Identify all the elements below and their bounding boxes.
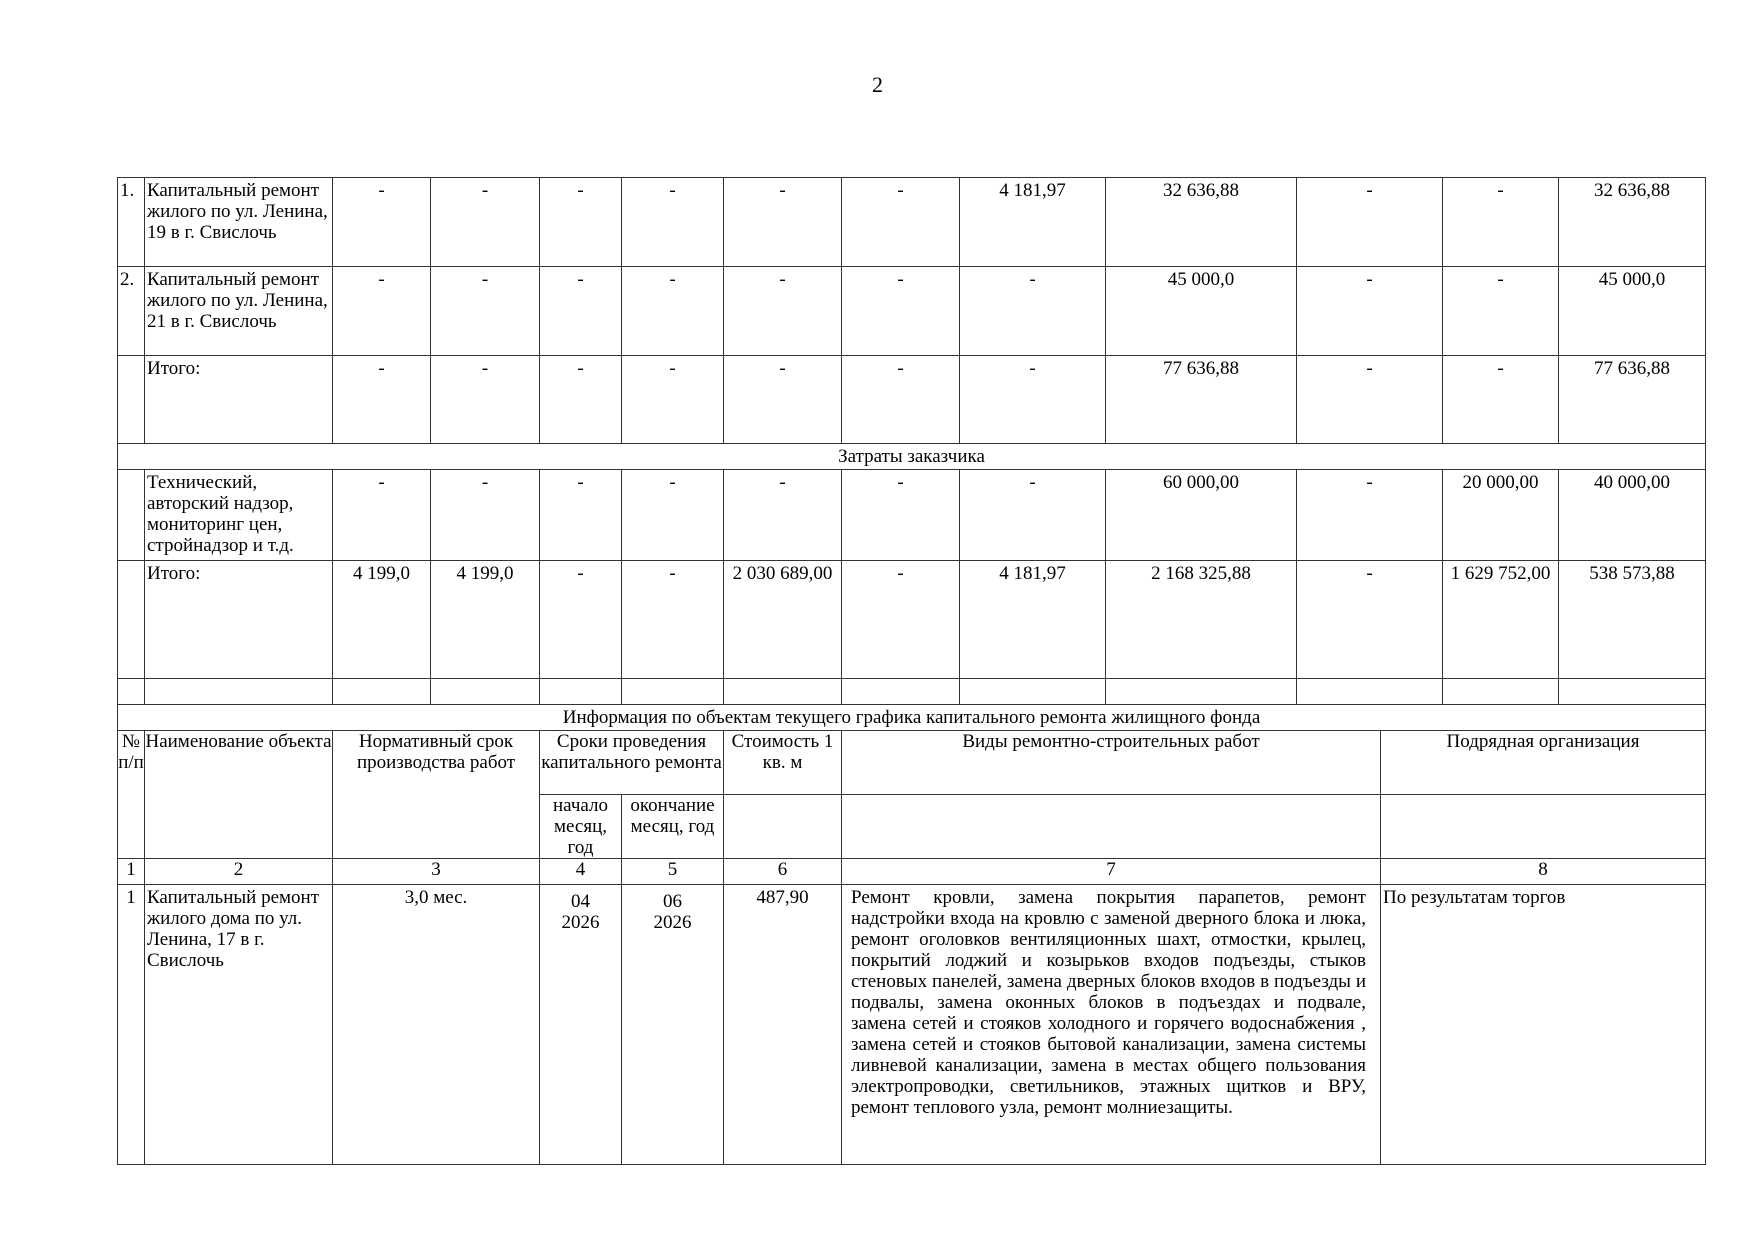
upper-row-1-cell-9: 32 636,88 xyxy=(1105,177,1297,267)
empty-cell xyxy=(959,678,1106,705)
upper-row-total-cell-7: - xyxy=(841,355,960,444)
upper-row-2-cell-1: Капитальный ремонт жилого по ул. Ленина, 21 в г. Свислочь xyxy=(144,266,333,356)
upper-row-2-cell-5: - xyxy=(621,266,724,356)
column-number: 5 xyxy=(621,858,724,885)
upper-row-2-cell-0: 2. xyxy=(117,266,145,356)
row-term: 3,0 мес. xyxy=(332,884,540,1165)
year: 2026 xyxy=(653,912,692,933)
upper-row-2-cell-6: - xyxy=(723,266,842,356)
column-number: 1 xyxy=(117,858,145,885)
grand-total-row-cell-3: 4 199,0 xyxy=(430,560,540,679)
header-name: Наименование объекта xyxy=(144,730,333,859)
customer-row-cell-11: 20 000,00 xyxy=(1442,469,1559,561)
upper-row-total-cell-12: 77 636,88 xyxy=(1558,355,1706,444)
column-number: 2 xyxy=(144,858,333,885)
upper-row-total-cell-11: - xyxy=(1442,355,1559,444)
upper-row-1-cell-7: - xyxy=(841,177,960,267)
section-customer-costs: Затраты заказчика xyxy=(117,443,1706,470)
upper-row-2-cell-4: - xyxy=(539,266,622,356)
empty-cell xyxy=(117,678,145,705)
customer-row-cell-4: - xyxy=(539,469,622,561)
upper-row-1-cell-6: - xyxy=(723,177,842,267)
upper-row-2-cell-12: 45 000,0 xyxy=(1558,266,1706,356)
upper-row-2-cell-10: - xyxy=(1296,266,1443,356)
grand-total-row-cell-1: Итого: xyxy=(144,560,333,679)
upper-row-total-cell-10: - xyxy=(1296,355,1443,444)
row-name: Капитальный ремонт жилого дома по ул. Ленина, 17 в г. Свислочь xyxy=(144,884,333,1165)
header-cost: Стоимость 1 кв. м xyxy=(723,730,842,795)
empty-cell xyxy=(430,678,540,705)
upper-row-2-cell-7: - xyxy=(841,266,960,356)
upper-row-1-cell-4: - xyxy=(539,177,622,267)
upper-row-total-cell-8: - xyxy=(959,355,1106,444)
upper-row-total-cell-6: - xyxy=(723,355,842,444)
empty-cell xyxy=(621,678,724,705)
empty-cell xyxy=(144,678,333,705)
customer-row-cell-8: - xyxy=(959,469,1106,561)
upper-row-1-cell-10: - xyxy=(1296,177,1443,267)
column-number: 8 xyxy=(1380,858,1706,885)
customer-row-cell-3: - xyxy=(430,469,540,561)
page-number: 2 xyxy=(872,72,883,97)
customer-row-cell-2: - xyxy=(332,469,431,561)
empty-cell xyxy=(1296,678,1443,705)
year: 2026 xyxy=(561,912,600,933)
customer-row-cell-6: - xyxy=(723,469,842,561)
customer-row-cell-5: - xyxy=(621,469,724,561)
upper-row-2-cell-9: 45 000,0 xyxy=(1105,266,1297,356)
grand-total-row-cell-8: 4 181,97 xyxy=(959,560,1106,679)
grand-total-row-cell-11: 1 629 752,00 xyxy=(1442,560,1559,679)
upper-row-total-cell-2: - xyxy=(332,355,431,444)
upper-row-total-cell-9: 77 636,88 xyxy=(1105,355,1297,444)
upper-row-2-cell-2: - xyxy=(332,266,431,356)
customer-row-cell-0 xyxy=(117,469,145,561)
empty-cell xyxy=(1105,678,1297,705)
customer-row-cell-10: - xyxy=(1296,469,1443,561)
upper-row-2-cell-8: - xyxy=(959,266,1106,356)
upper-row-total-cell-0 xyxy=(117,355,145,444)
customer-row-cell-7: - xyxy=(841,469,960,561)
upper-row-total-cell-5: - xyxy=(621,355,724,444)
upper-row-total-cell-1: Итого: xyxy=(144,355,333,444)
header-cost-sub xyxy=(723,794,842,859)
column-number: 3 xyxy=(332,858,540,885)
header-num: № п/п xyxy=(117,730,145,859)
grand-total-row-cell-10: - xyxy=(1296,560,1443,679)
upper-row-1-cell-2: - xyxy=(332,177,431,267)
column-number: 7 xyxy=(841,858,1381,885)
upper-row-2-cell-11: - xyxy=(1442,266,1559,356)
header-works: Виды ремонтно-строительных работ xyxy=(841,730,1381,795)
grand-total-row-cell-6: 2 030 689,00 xyxy=(723,560,842,679)
empty-cell xyxy=(841,678,960,705)
column-number: 4 xyxy=(539,858,622,885)
header-term: Нормативный срок производства работ xyxy=(332,730,540,859)
upper-row-total-cell-4: - xyxy=(539,355,622,444)
row-contractor: По результатам торгов xyxy=(1380,884,1706,1165)
empty-cell xyxy=(723,678,842,705)
customer-row-cell-1: Технический, авторский надзор, мониторинг цен, стройнадзор и т.д. xyxy=(144,469,333,561)
grand-total-row-cell-4: - xyxy=(539,560,622,679)
empty-cell xyxy=(539,678,622,705)
upper-row-1-cell-5: - xyxy=(621,177,724,267)
header-contractor-sub xyxy=(1380,794,1706,859)
row-works: Ремонт кровли, замена покрытия парапетов, ремонт надстройки входа на кровлю с заменой дверного блока и люка, ремонт оголовков вентиляционных шахт, отмостки, крылец, покрытий лоджий и козырьков входов подъезды, стыков стеновых панелей, замена дверных блоков входов в подъезды и подвалы, замена оконных блоков в подъездах и подвале, замена сетей и стояков холодного и горячего водоснабжения , замена сетей и стояков бытовой канализации, замена системы ливневой канализации, замена в местах общего пользования электропроводки, светильников, этажных щитков и ВРУ, ремонт теплового узла, ремонт молниезащиты. xyxy=(841,884,1381,1165)
upper-row-2-cell-3: - xyxy=(430,266,540,356)
row-start xyxy=(539,884,622,1165)
upper-row-1-cell-12: 32 636,88 xyxy=(1558,177,1706,267)
empty-cell xyxy=(1558,678,1706,705)
upper-row-total-cell-3: - xyxy=(430,355,540,444)
header-end: окончание месяц, год xyxy=(621,794,724,859)
grand-total-row-cell-0 xyxy=(117,560,145,679)
empty-cell xyxy=(1442,678,1559,705)
row-num: 1 xyxy=(117,884,145,1165)
month: 06 xyxy=(663,891,682,912)
header-period: Сроки проведения капитального ремонта xyxy=(539,730,724,795)
row-end xyxy=(621,884,724,1165)
upper-row-1-cell-8: 4 181,97 xyxy=(959,177,1106,267)
header-start: начало месяц, год xyxy=(539,794,622,859)
section-info-title: Информация по объектам текущего графика капитального ремонта жилищного фонда xyxy=(117,704,1706,731)
grand-total-row-cell-12: 538 573,88 xyxy=(1558,560,1706,679)
grand-total-row-cell-5: - xyxy=(621,560,724,679)
customer-row-cell-12: 40 000,00 xyxy=(1558,469,1706,561)
header-works-sub xyxy=(841,794,1381,859)
row-cost: 487,90 xyxy=(723,884,842,1165)
grand-total-row-cell-7: - xyxy=(841,560,960,679)
upper-row-1-cell-1: Капитальный ремонт жилого по ул. Ленина, 19 в г. Свислочь xyxy=(144,177,333,267)
grand-total-row-cell-9: 2 168 325,88 xyxy=(1105,560,1297,679)
customer-row-cell-9: 60 000,00 xyxy=(1105,469,1297,561)
header-contractor: Подрядная организация xyxy=(1380,730,1706,795)
upper-row-1-cell-11: - xyxy=(1442,177,1559,267)
column-number: 6 xyxy=(723,858,842,885)
month: 04 xyxy=(571,891,590,912)
grand-total-row-cell-2: 4 199,0 xyxy=(332,560,431,679)
upper-row-1-cell-0: 1. xyxy=(117,177,145,267)
upper-row-1-cell-3: - xyxy=(430,177,540,267)
empty-cell xyxy=(332,678,431,705)
